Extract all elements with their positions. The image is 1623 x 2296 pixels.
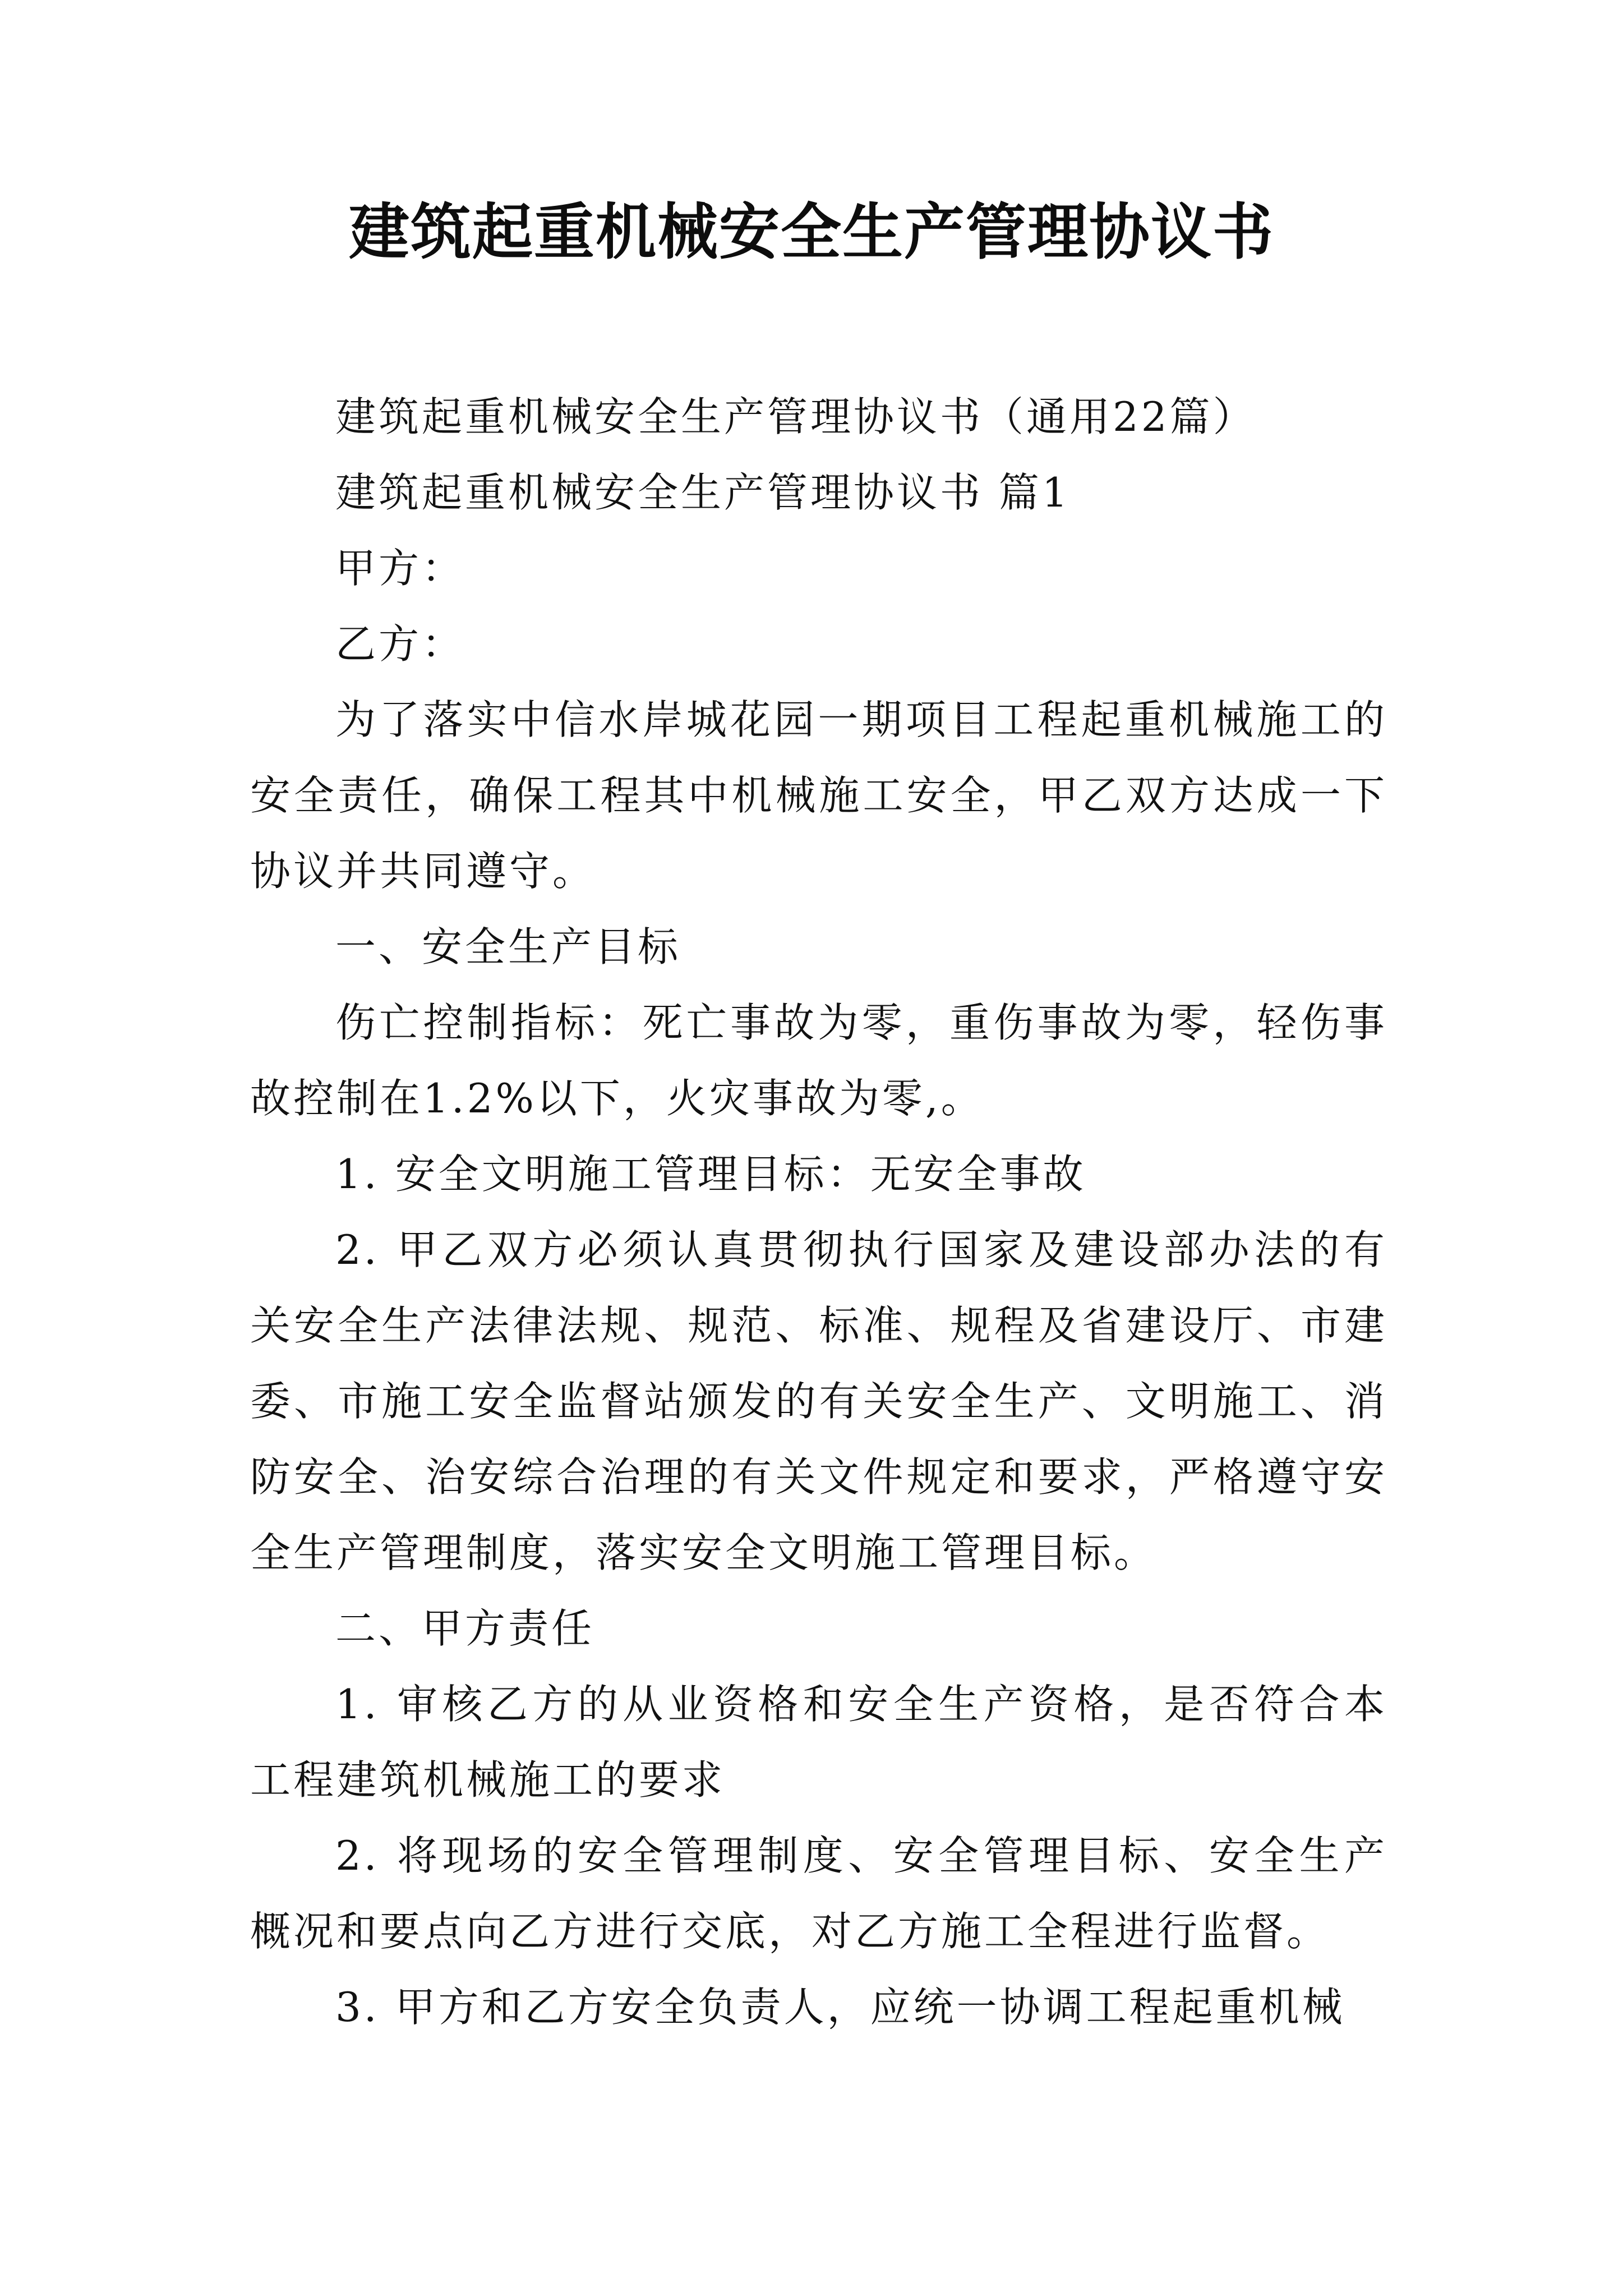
collection-subtitle: 建筑起重机械安全生产管理协议书（通用22篇）	[335, 393, 1256, 440]
section-heading-party-a-duties: 二、甲方责任	[335, 1605, 595, 1652]
document-title: 建筑起重机械安全生产管理协议书	[348, 197, 1274, 268]
part-subtitle: 建筑起重机械安全生产管理协议书 篇1	[335, 469, 1071, 516]
list-item: 2. 将现场的安全管理制度、安全管理目标、安全生产概况和要点向乙方进行交底，对乙方施工全程进行监督。	[250, 1832, 1387, 1955]
casualty-indicators-paragraph: 伤亡控制指标：死亡事故为零，重伤事故为零，轻伤事故控制在1.2%以下，火灾事故为零,。	[250, 999, 1387, 1122]
list-item: 3. 甲方和乙方安全负责人，应统一协调工程起重机械	[335, 1984, 1345, 2031]
party-b-line: 乙方：	[335, 620, 465, 668]
intro-paragraph: 为了落实中信水岸城花园一期项目工程起重机械施工的安全责任，确保工程其中机械施工安全，甲乙双方达成一下协议并共同遵守。	[250, 696, 1387, 895]
list-item: 2. 甲乙双方必须认真贯彻执行国家及建设部办法的有关安全生产法律法规、规范、标准、规程及省建设厅、市建委、市施工安全监督站颁发的有关安全生产、文明施工、消防安全、治安综合治理的有关文件规定和要求，严格遵守安全生产管理制度，落实安全文明施工管理目标。	[250, 1226, 1387, 1576]
party-a-line: 甲方：	[335, 545, 465, 592]
section-heading-targets: 一、安全生产目标	[335, 923, 681, 970]
list-item: 1. 安全文明施工管理目标：无安全事故	[335, 1151, 1086, 1198]
document-body	[250, 379, 1387, 2045]
list-item: 1. 审核乙方的从业资格和安全生产资格，是否符合本工程建筑机械施工的要求	[250, 1681, 1387, 1803]
